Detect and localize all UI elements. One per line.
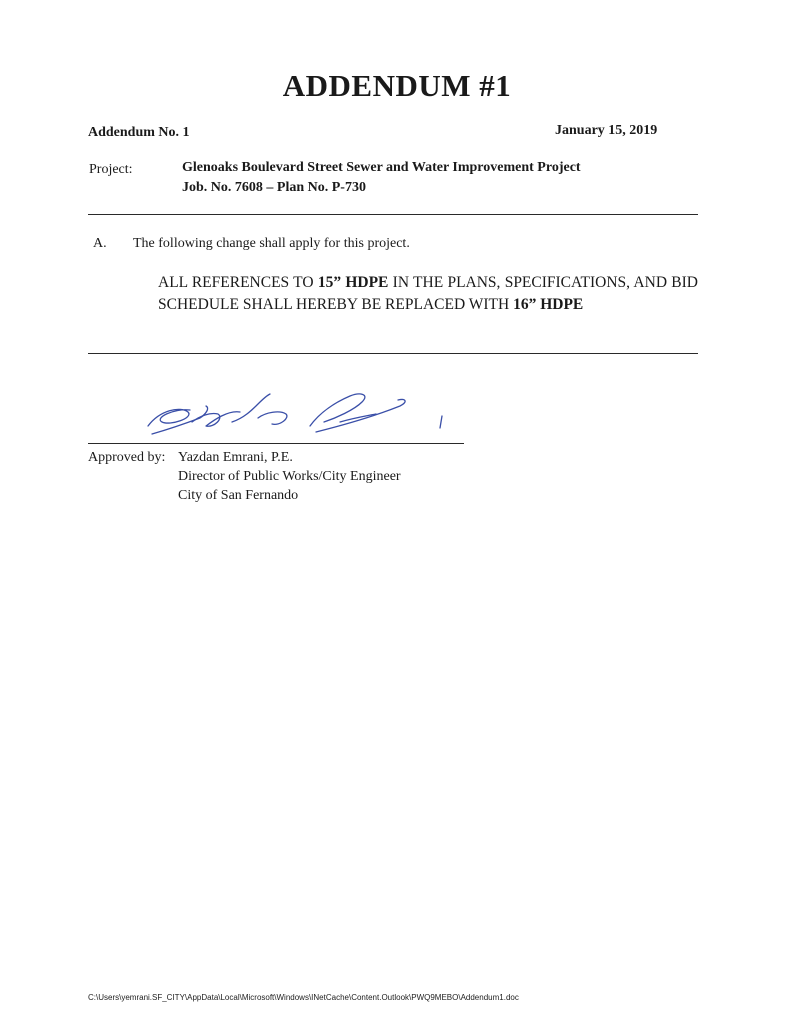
approved-by-label: Approved by:: [88, 450, 166, 465]
addendum-number: Addendum No. 1: [88, 125, 190, 140]
addendum-date: January 15, 2019: [555, 123, 658, 138]
change-item-marker: A.: [93, 236, 107, 251]
old-pipe-size: 15” HDPE: [317, 274, 389, 291]
signature-line: [88, 443, 464, 444]
change-text-part1: ALL REFERENCES TO: [158, 274, 318, 291]
divider-top: [88, 214, 698, 215]
change-text-part2: IN THE PLANS, SPECIFICATIONS, AND BID SCHEDULE SHALL HEREBY BE REPLACED WITH: [158, 274, 698, 313]
divider-bottom: [88, 353, 698, 354]
approver-organization: City of San Fernando: [178, 488, 299, 503]
change-statement: [158, 272, 698, 316]
change-item-intro: The following change shall apply for this project.: [133, 236, 410, 251]
project-name: Glenoaks Boulevard Street Sewer and Water Improvement Project: [182, 160, 581, 175]
footer-file-path: C:\Users\yemrani.SF_CITY\AppData\Local\Microsoft\Windows\INetCache\Content.Outlook\PWQ9MEBO\Addendum1.doc: [88, 993, 519, 1002]
approver-name: Yazdan Emrani, P.E.: [178, 450, 293, 465]
signature-icon: [140, 382, 450, 446]
project-job-plan: Job. No. 7608 – Plan No. P-730: [182, 180, 366, 195]
project-label: Project:: [89, 162, 133, 177]
new-pipe-size: 16” HDPE: [513, 296, 584, 313]
document-title: ADDENDUM #1: [282, 68, 512, 103]
approver-title: Director of Public Works/City Engineer: [178, 469, 401, 484]
